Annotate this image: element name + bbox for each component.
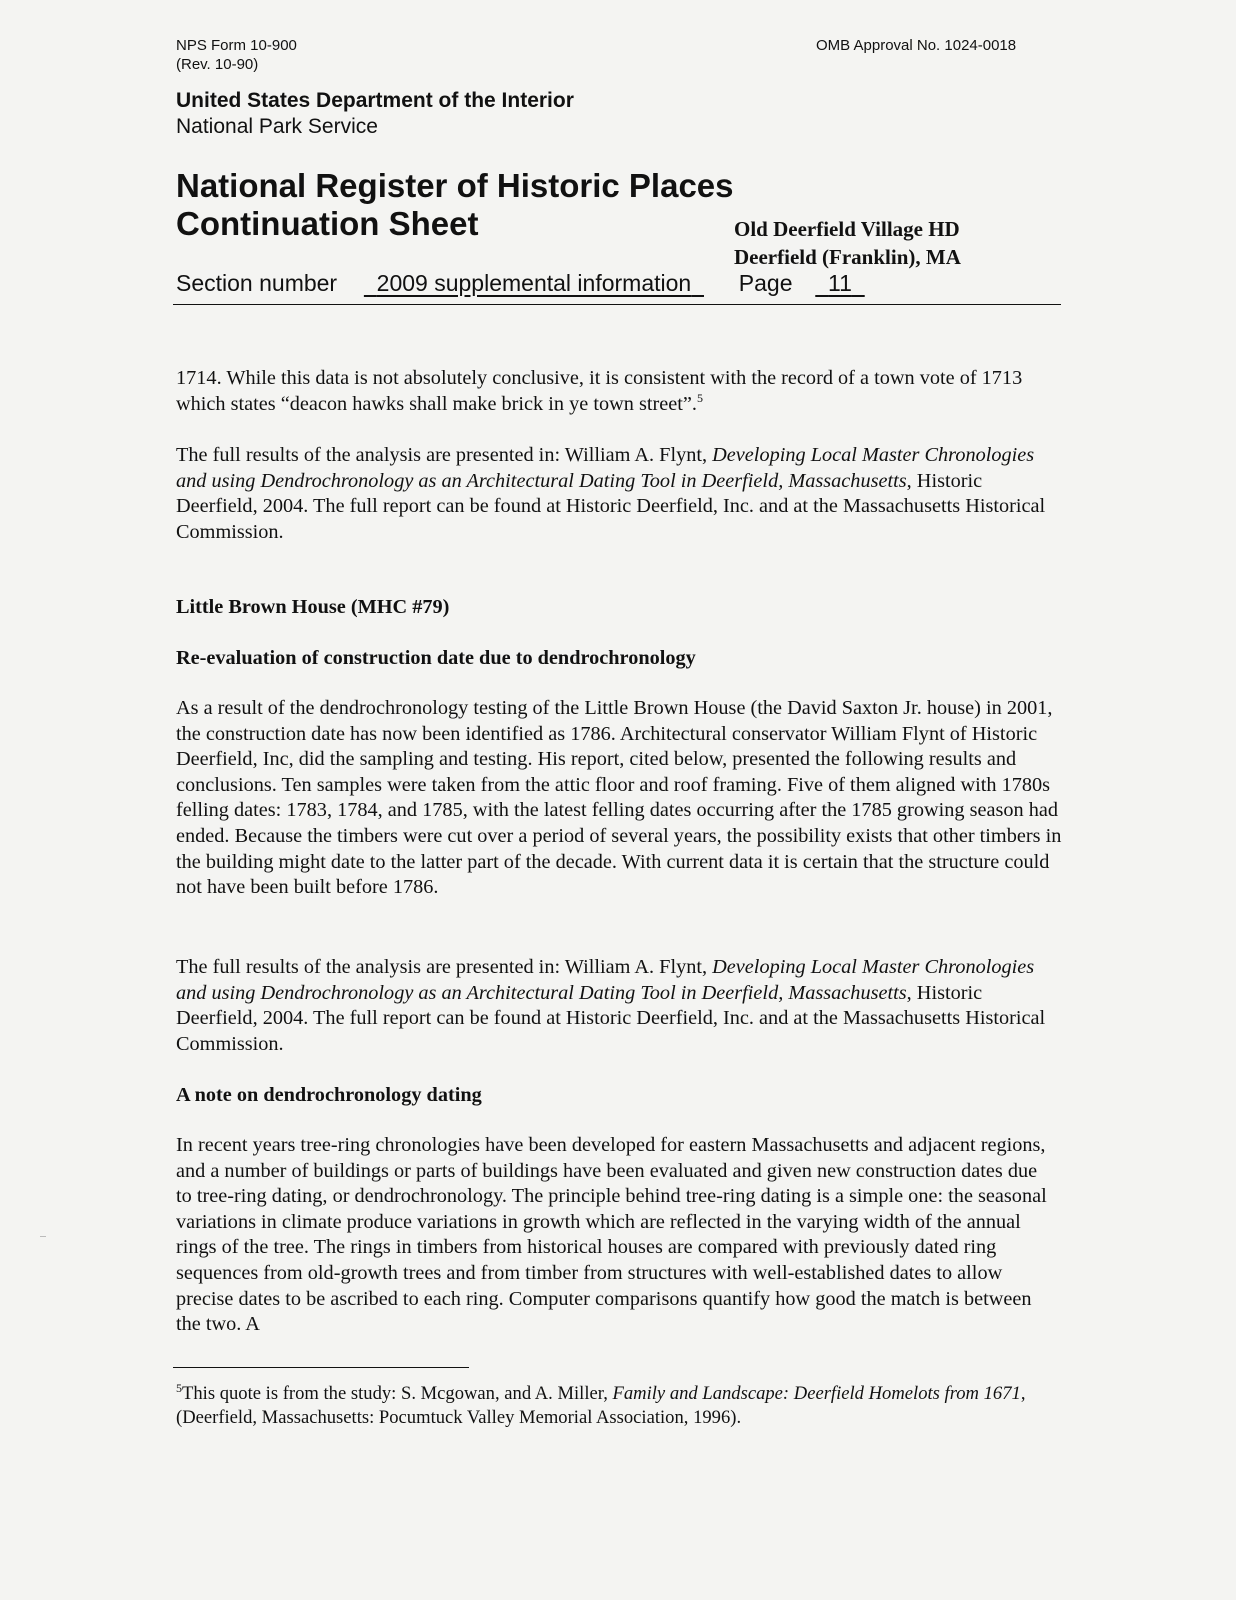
- omb-approval: OMB Approval No. 1024-0018: [816, 37, 1017, 54]
- form-number-line: NPS Form 10-900: [176, 37, 297, 54]
- paragraph-full-results-2: The full results of the analysis are presented in: William A. Flynt, Developing Local Master Chronologies and using Dendrochronology as an Architectural Dating Tool in Deerfield, Massachusetts, Historic Deerfield, 2004. The full report can be found at Historic Deerfield, Inc. and at the Massachusetts Historical Commission.: [176, 956, 1046, 1055]
- agency-name: National Park Service: [176, 115, 378, 138]
- paragraph-continued: 1714. While this data is not absolutely conclusive, it is consistent with the record of a town vote of 1713 which states “deacon hawks shall make brick in ye town street”.$^5$: [176, 367, 1023, 415]
- header-divider: [173, 304, 1061, 305]
- section-value: 2009 supplemental information: [376, 270, 692, 296]
- footnote-divider: [173, 1367, 469, 1368]
- paragraph-full-results: The full results of the analysis are presented in: William A. Flynt, Developing Local Master Chronologies and using Dendrochronology as an Architectural Dating Tool in Deerfield, Massachusetts, Historic Deerfield, 2004. The full report can be found at Historic Deerfield, Inc. and at the Massachusetts Historical Commission.: [176, 444, 1046, 543]
- paragraph-dendrochronology-testing: As a result of the dendrochronology testing of the Little Brown House (the David Saxton Jr. house) in 2001, the construction date has now been identified as 1786. Architectural conservator William Flynt of Historic Deerfield, Inc, did the sampling and testing. His report, cited below, presented the following results and conclusions. Ten samples were taken from the attic floor and roof framing. Five of them aligned with 1780s felling dates: 1783, 1784, and 1785, with the latest felling dates occurring after the 1785 growing season had ended. Because the timbers were cut over a period of several years, the possibility exists that other timbers in the building might date to the latter part of the decade. With current data it is certain that the structure could not have been built before 1786.: [176, 697, 1062, 899]
- form-revision-line: (Rev. 10-90): [176, 56, 259, 73]
- section-heading-reevaluation: Re-evaluation of construction date due to dendrochronology: [176, 647, 696, 669]
- footnote-title: Family and Landscape: Deerfield Homelots from 1671: [612, 1383, 1021, 1404]
- property-location: Deerfield (Franklin), MA: [734, 245, 961, 269]
- form-number: [176, 36, 297, 74]
- scan-artifact: [40, 1236, 46, 1237]
- report-title-2: Developing Local Master Chronologies and using Dendrochronology as an Architectural Dating Tool in Deerfield, Massachusetts: [176, 956, 1035, 1004]
- section-heading-note: A note on dendrochronology dating: [176, 1084, 482, 1106]
- document-subtitle: Continuation Sheet: [176, 205, 479, 242]
- footnote-ref: 5: [696, 390, 703, 405]
- department-name: United States Department of the Interior: [176, 89, 574, 112]
- page-label: Page: [738, 270, 793, 296]
- section-heading-house: Little Brown House (MHC #79): [176, 596, 450, 618]
- property-name: Old Deerfield Village HD: [734, 217, 960, 241]
- footnote: $^5$This quote is from the study: S. Mcgowan, and A. Miller, Family and Landscape: Deerfield Homelots from 1671, (Deerfield, Massachusetts: Pocumtuck Valley Memorial Association, 1996).: [176, 1380, 1026, 1428]
- section-label: Section number: [176, 270, 338, 296]
- report-title: Developing Local Master Chronologies and using Dendrochronology as an Architectural Dating Tool in Deerfield, Massachusetts: [176, 444, 1035, 492]
- paragraph-tree-ring: In recent years tree-ring chronologies have been developed for eastern Massachusetts and adjacent regions, and a number of buildings or parts of buildings have been evaluated and given new construction dates due to tree-ring dating, or dendrochronology. The principle behind tree-ring dating is a simple one: the seasonal variations in climate produce variations in growth which are reflected in the varying width of the annual rings of the tree. The rings in timbers from historical houses are compared with previously dated ring sequences from old-growth trees and from timber from structures with well-established dates to allow precise dates to be ascribed to each ring. Computer comparisons quantify how good the match is between the two. A: [176, 1134, 1047, 1336]
- page-number: 11: [828, 270, 852, 296]
- document-title: National Register of Historic Places: [176, 167, 734, 204]
- section-row: [176, 268, 865, 298]
- footnote-number: 5: [176, 1380, 182, 1395]
